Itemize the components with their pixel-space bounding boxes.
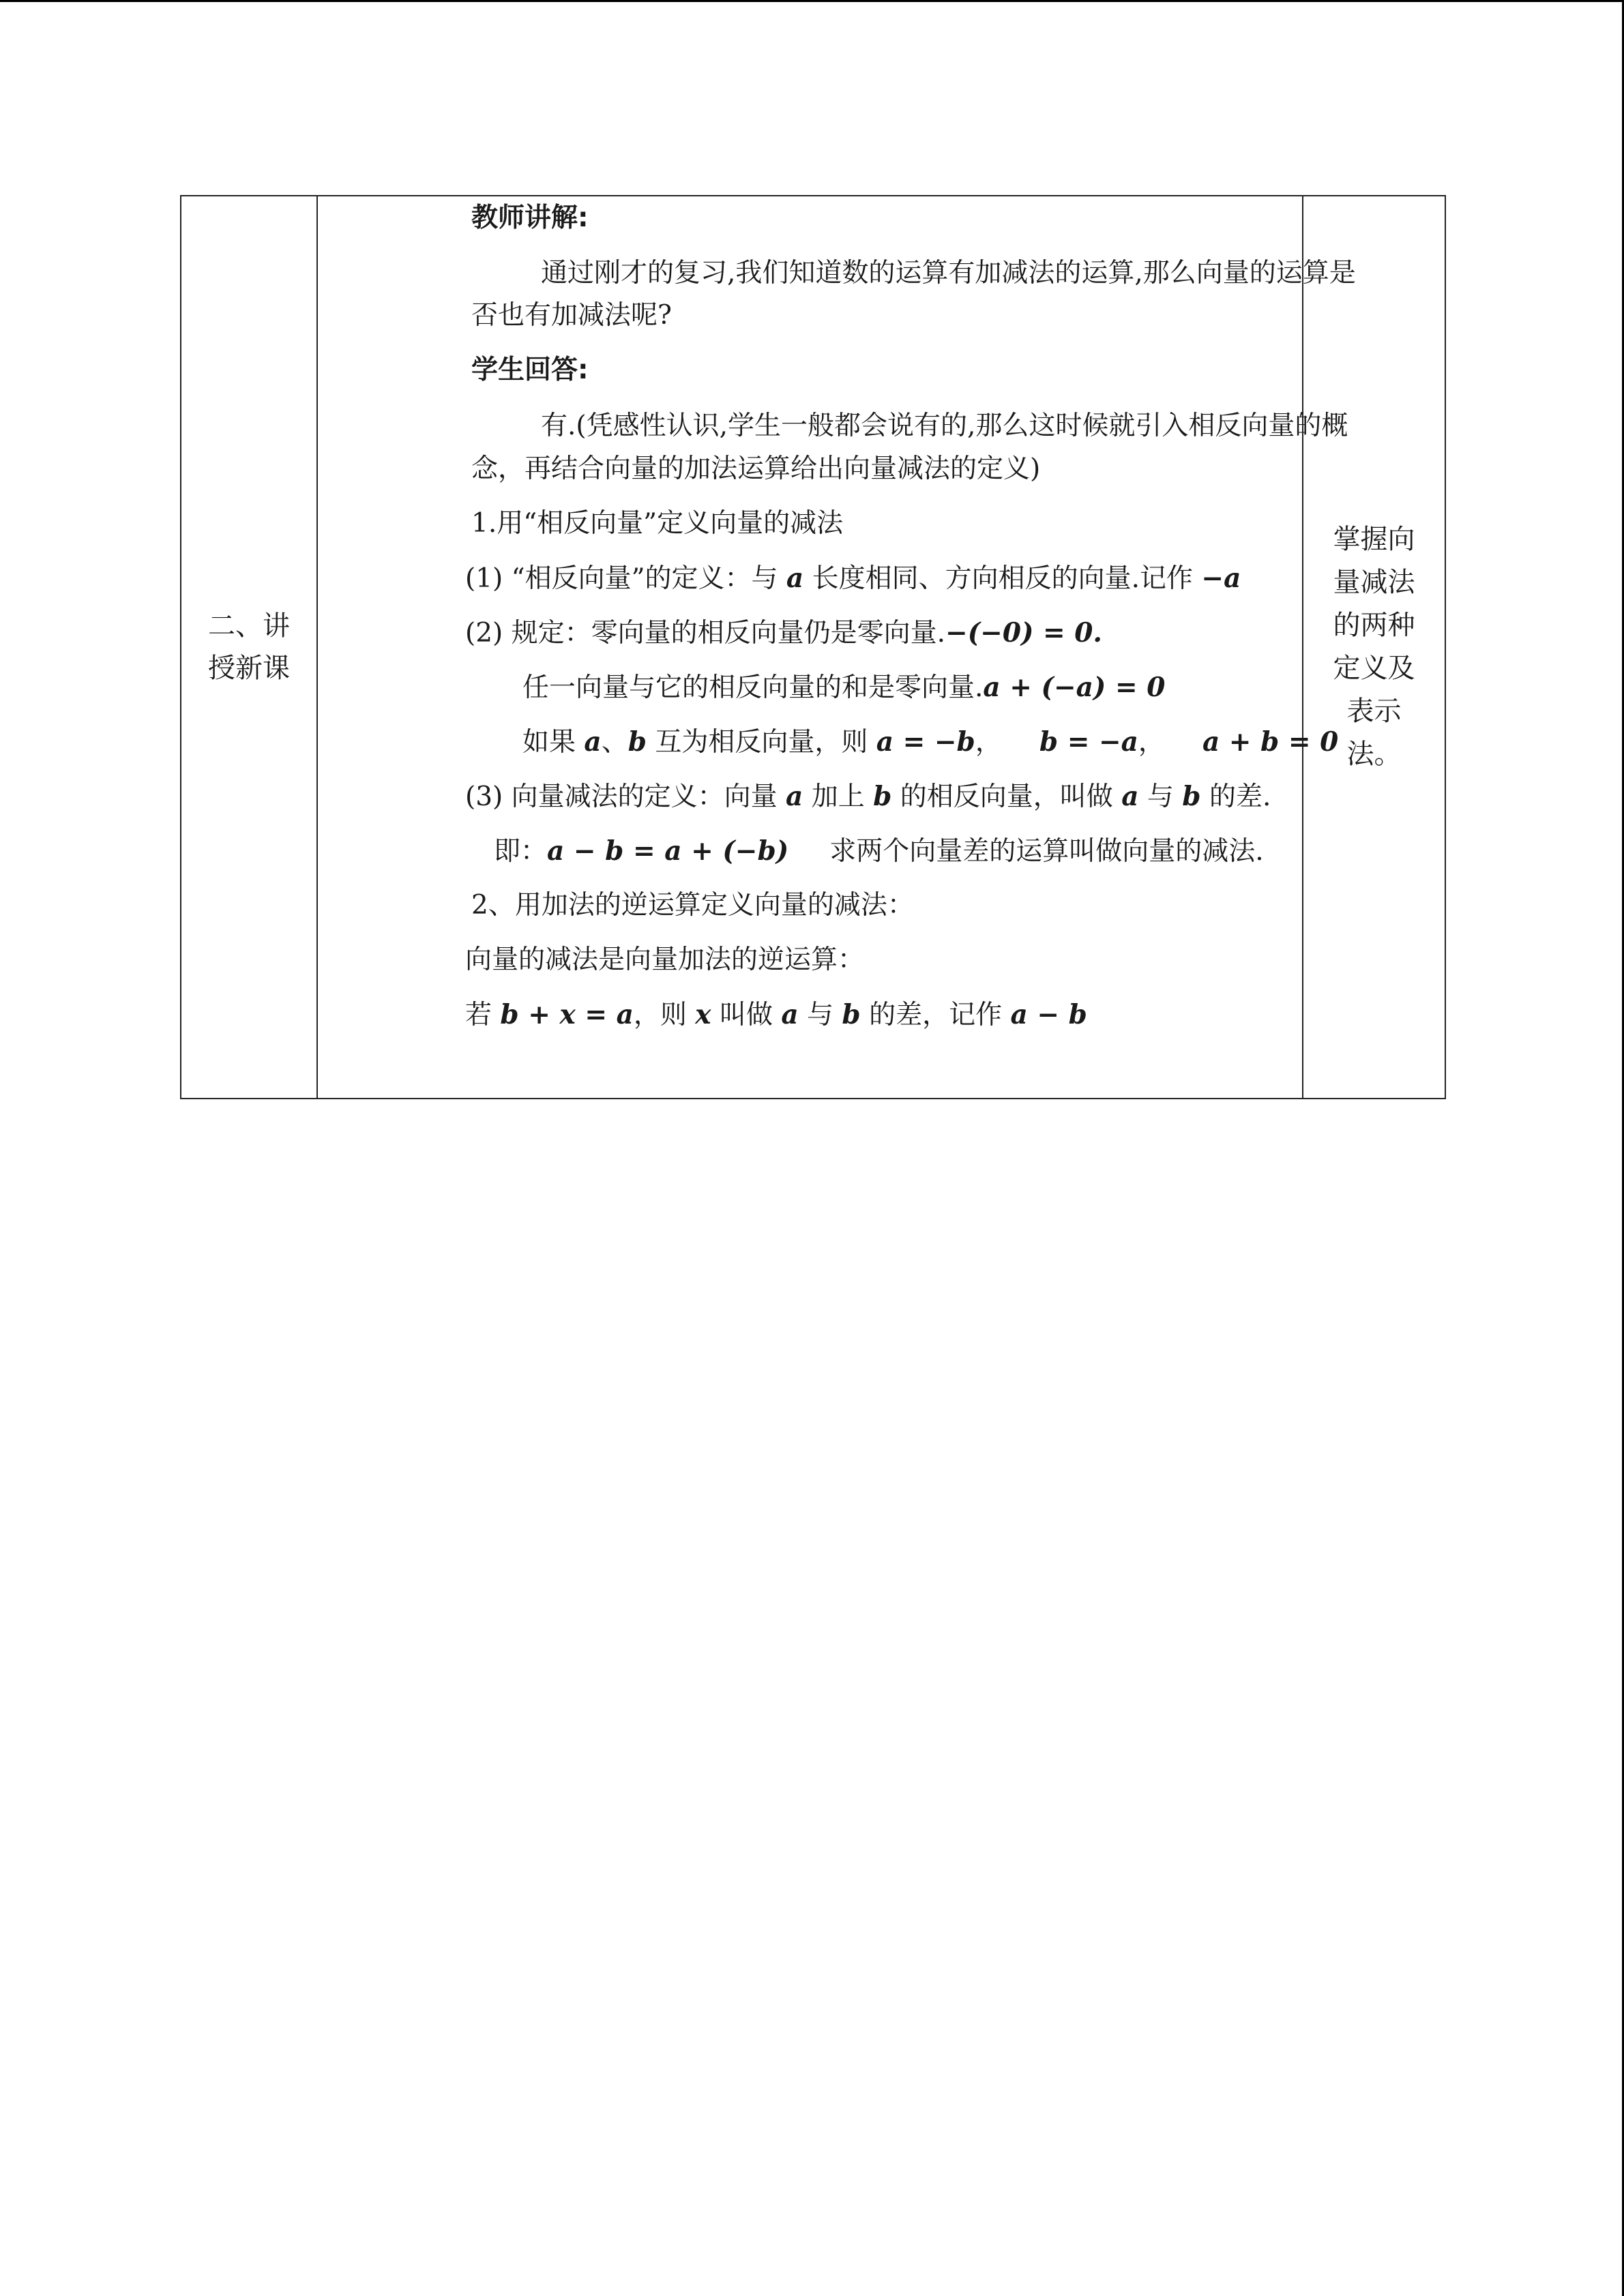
stage-label-line-2: 授新课: [208, 653, 290, 684]
goal-line-2: 量减法: [1333, 567, 1415, 598]
equation-b-neg-a: b = −a: [1039, 726, 1138, 758]
item1-2c-line: 如果 a、b 互为相反向量，则 a = −b， b = −a， a + b = 0: [522, 726, 1339, 758]
equation-b-plus-x: b + x = a: [500, 999, 634, 1030]
goal-cell: [1303, 196, 1445, 1099]
equation-a-minus-b: a − b: [1010, 999, 1087, 1030]
item1-3b-line: 即：a − b = a + (−b) 求两个向量差的运算叫做向量的减法.: [494, 835, 1264, 867]
teacher-heading: 教师讲解:: [471, 203, 589, 233]
content-body: [318, 196, 1356, 1098]
goal-line-3: 的两种: [1333, 610, 1415, 641]
teacher-text-line-1: 通过刚才的复习,我们知道数的运算有加减法的运算,那么向量的运算是: [541, 258, 1356, 288]
student-text-line-2: 念，再结合向量的加法运算给出向量减法的定义): [471, 453, 1041, 484]
goal-line-1: 掌握向: [1333, 524, 1415, 555]
equation-zero: −(−0) = 0.: [945, 617, 1102, 648]
lesson-table: [180, 195, 1446, 1099]
student-text-line-1: 有.(凭感性认识,学生一般都会说有的,那么这时候就引入相反向量的概: [541, 411, 1348, 441]
item1-3-line: (3) 向量减法的定义：向量 a 加上 b 的相反向量，叫做 a 与 b 的差.: [465, 781, 1271, 812]
vector-neg-a: −a: [1201, 563, 1241, 594]
content-cell: [317, 196, 1356, 1099]
item1-title: 1.用“相反向量”定义向量的减法: [471, 508, 844, 539]
item2-text: 向量的减法是向量加法的逆运算：: [465, 944, 865, 975]
item2-title: 2、用加法的逆运算定义向量的减法：: [471, 890, 914, 921]
page-top-border: [0, 0, 1624, 2]
equation-sum-zero: a + (−a) = 0: [983, 672, 1166, 703]
goal-line-6: 法。: [1346, 739, 1402, 770]
goal-line-4: 定义及: [1333, 653, 1415, 684]
stage-cell: [181, 196, 317, 1099]
item1-2-line: (2) 规定：零向量的相反向量仍是零向量.−(−0) = 0.: [465, 617, 1102, 648]
equation-a-neg-b: a = −b: [876, 726, 975, 758]
equation-a-plus-b: a + b = 0: [1202, 726, 1339, 758]
teacher-text-line-2: 否也有加减法呢?: [471, 300, 672, 331]
vector-a: a: [786, 563, 804, 594]
goal-line-5: 表示: [1346, 696, 1402, 727]
student-heading: 学生回答:: [471, 355, 589, 385]
table-row: [181, 196, 1445, 1099]
item1-1-line: (1) “相反向量”的定义：与 a 长度相同、方向相反的向量.记作 −a: [465, 563, 1241, 594]
stage-label-line-1: 二、讲: [208, 610, 290, 642]
item2-definition: 若 b + x = a，则 x 叫做 a 与 b 的差，记作 a − b: [465, 999, 1087, 1030]
item1-2b-line: 任一向量与它的相反向量的和是零向量.a + (−a) = 0: [522, 672, 1166, 703]
equation-difference: a − b = a + (−b): [547, 835, 789, 867]
